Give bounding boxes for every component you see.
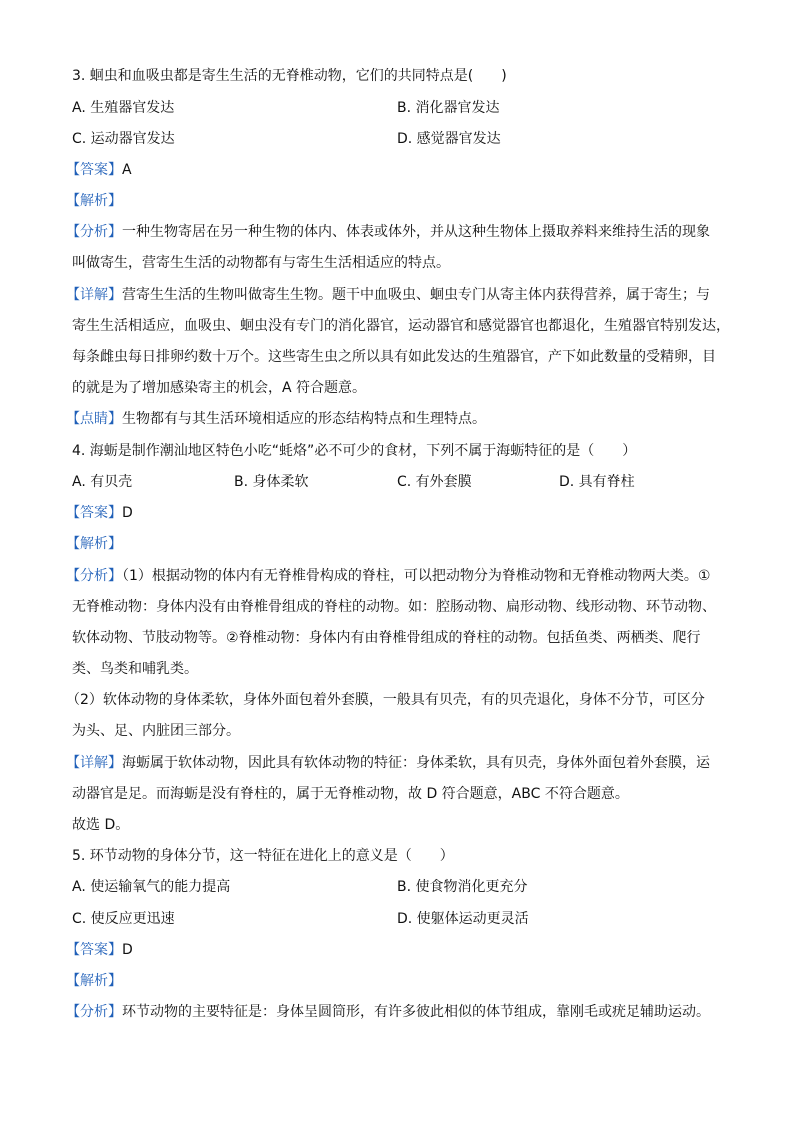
q3-option-a: A. 生殖器官发达: [72, 100, 175, 116]
q4-xiangjie-line-3: 故选 D。: [72, 817, 130, 833]
analysis-tag: 【解析】: [66, 193, 122, 209]
q4-fenxi-line-1: [66, 565, 726, 587]
q4-xiangjie-line-2: 动器官是足。而海蛎是没有脊柱的，属于无脊椎动物，故 D 符合题意，ABC 不符合题意。: [72, 786, 629, 802]
q4-fenxi-line-3: 软体动物、节肢动物等。②脊椎动物：身体内有由脊椎骨组成的脊柱的动物。包括鱼类、两栖类、爬行: [72, 630, 701, 646]
analysis-tag: 【解析】: [66, 536, 122, 552]
q3-xiangjie-line-1: [66, 284, 726, 306]
q3-xiangjie-line-4: 的就是为了增加感染寄主的机会，A 符合题意。: [72, 380, 367, 396]
q4-stem: 4. 海蛎是制作潮汕地区特色小吃“蚝烙”必不可少的食材，下列不属于海蛎特征的是（ ）: [72, 443, 637, 459]
fenxi-tag: 【分析】: [66, 1004, 122, 1020]
answer-tag: 【答案】: [66, 162, 122, 178]
q4-fenxi-line-4: 类、鸟类和哺乳类。: [72, 661, 198, 677]
xiangjie-text: 营寄生生活的生物叫做寄生生物。题干中血吸虫、蛔虫专门从寄主体内获得营养，属于寄生；与: [122, 287, 710, 303]
answer-value: D: [122, 942, 133, 958]
dianjing-tag: 【点睛】: [66, 411, 122, 427]
analysis-tag: 【解析】: [66, 973, 122, 989]
q3-option-b: B. 消化器官发达: [397, 100, 500, 116]
q5-fenxi-line-1: [66, 1001, 726, 1023]
q5-analysis-title: [66, 970, 726, 992]
answer-tag: 【答案】: [66, 505, 122, 521]
xiangjie-text: 海蛎属于软体动物，因此具有软体动物的特征：身体柔软，具有贝壳，身体外面包着外套膜，运: [122, 755, 710, 771]
answer-value: A: [122, 162, 132, 178]
q3-dianjing: [66, 408, 726, 430]
q4-xiangjie-line-1: [66, 752, 726, 774]
q3-option-d: D. 感觉器官发达: [397, 131, 501, 147]
q5-option-a: A. 使运输氧气的能力提高: [72, 879, 231, 895]
answer-value: D: [122, 505, 133, 521]
xiangjie-tag: 【详解】: [66, 755, 122, 771]
q3-fenxi-line-1: [66, 221, 726, 243]
q3-xiangjie-line-2: 寄生生活相适应，血吸虫、蛔虫没有专门的消化器官，运动器官和感觉器官也都退化，生殖器官特别发达，: [72, 318, 730, 334]
q3-stem: 3. 蛔虫和血吸虫都是寄生生活的无脊椎动物，它们的共同特点是( ): [72, 68, 507, 84]
dianjing-text: 生物都有与其生活环境相适应的形态结构特点和生理特点。: [122, 411, 486, 427]
q3-answer: [66, 159, 726, 181]
q4-answer: [66, 502, 726, 524]
q3-option-c: C. 运动器官发达: [72, 131, 175, 147]
q4-analysis-title: [66, 533, 726, 555]
fenxi-tag: 【分析】: [66, 568, 122, 584]
q5-option-c: C. 使反应更迅速: [72, 911, 175, 927]
q4-fenxi-line-6: 为头、足、内脏团三部分。: [72, 723, 240, 739]
fenxi-text: （1）根据动物的体内有无脊椎骨构成的脊柱，可以把动物分为脊椎动物和无脊椎动物两大类。①: [122, 568, 711, 584]
q4-fenxi-line-5: （2）软体动物的身体柔软，身体外面包着外套膜，一般具有贝壳，有的贝壳退化，身体不分节，可区分: [66, 692, 705, 708]
q3-analysis-title: [66, 190, 726, 212]
fenxi-text: 一种生物寄居在另一种生物的体内、体表或体外，并从这种生物体上摄取养料来维持生活的现象: [122, 224, 710, 240]
fenxi-tag: 【分析】: [66, 224, 122, 240]
q4-option-b: B. 身体柔软: [234, 474, 309, 490]
q5-stem: 5. 环节动物的身体分节，这一特征在进化上的意义是（ ）: [72, 848, 454, 864]
q5-answer: [66, 939, 726, 961]
q3-xiangjie-line-3: 每条雌虫每日排卵约数十万个。这些寄生虫之所以具有如此发达的生殖器官，产下如此数量的受精卵，目: [72, 349, 716, 365]
answer-tag: 【答案】: [66, 942, 122, 958]
q3-fenxi-line-2: 叫做寄生，营寄生生活的动物都有与寄生生活相适应的特点。: [72, 255, 450, 271]
q5-option-d: D. 使躯体运动更灵活: [397, 911, 529, 927]
fenxi-text: 环节动物的主要特征是：身体呈圆筒形，有许多彼此相似的体节组成，靠刚毛或疣足辅助运动。: [122, 1004, 710, 1020]
q5-option-b: B. 使食物消化更充分: [397, 879, 528, 895]
q4-option-c: C. 有外套膜: [397, 474, 472, 490]
q4-fenxi-line-2: 无脊椎动物：身体内没有由脊椎骨组成的脊柱的动物。如：腔肠动物、扁形动物、线形动物、环节动物、: [72, 599, 716, 615]
q4-option-d: D. 具有脊柱: [559, 474, 635, 490]
q4-option-a: A. 有贝壳: [72, 474, 133, 490]
xiangjie-tag: 【详解】: [66, 287, 122, 303]
